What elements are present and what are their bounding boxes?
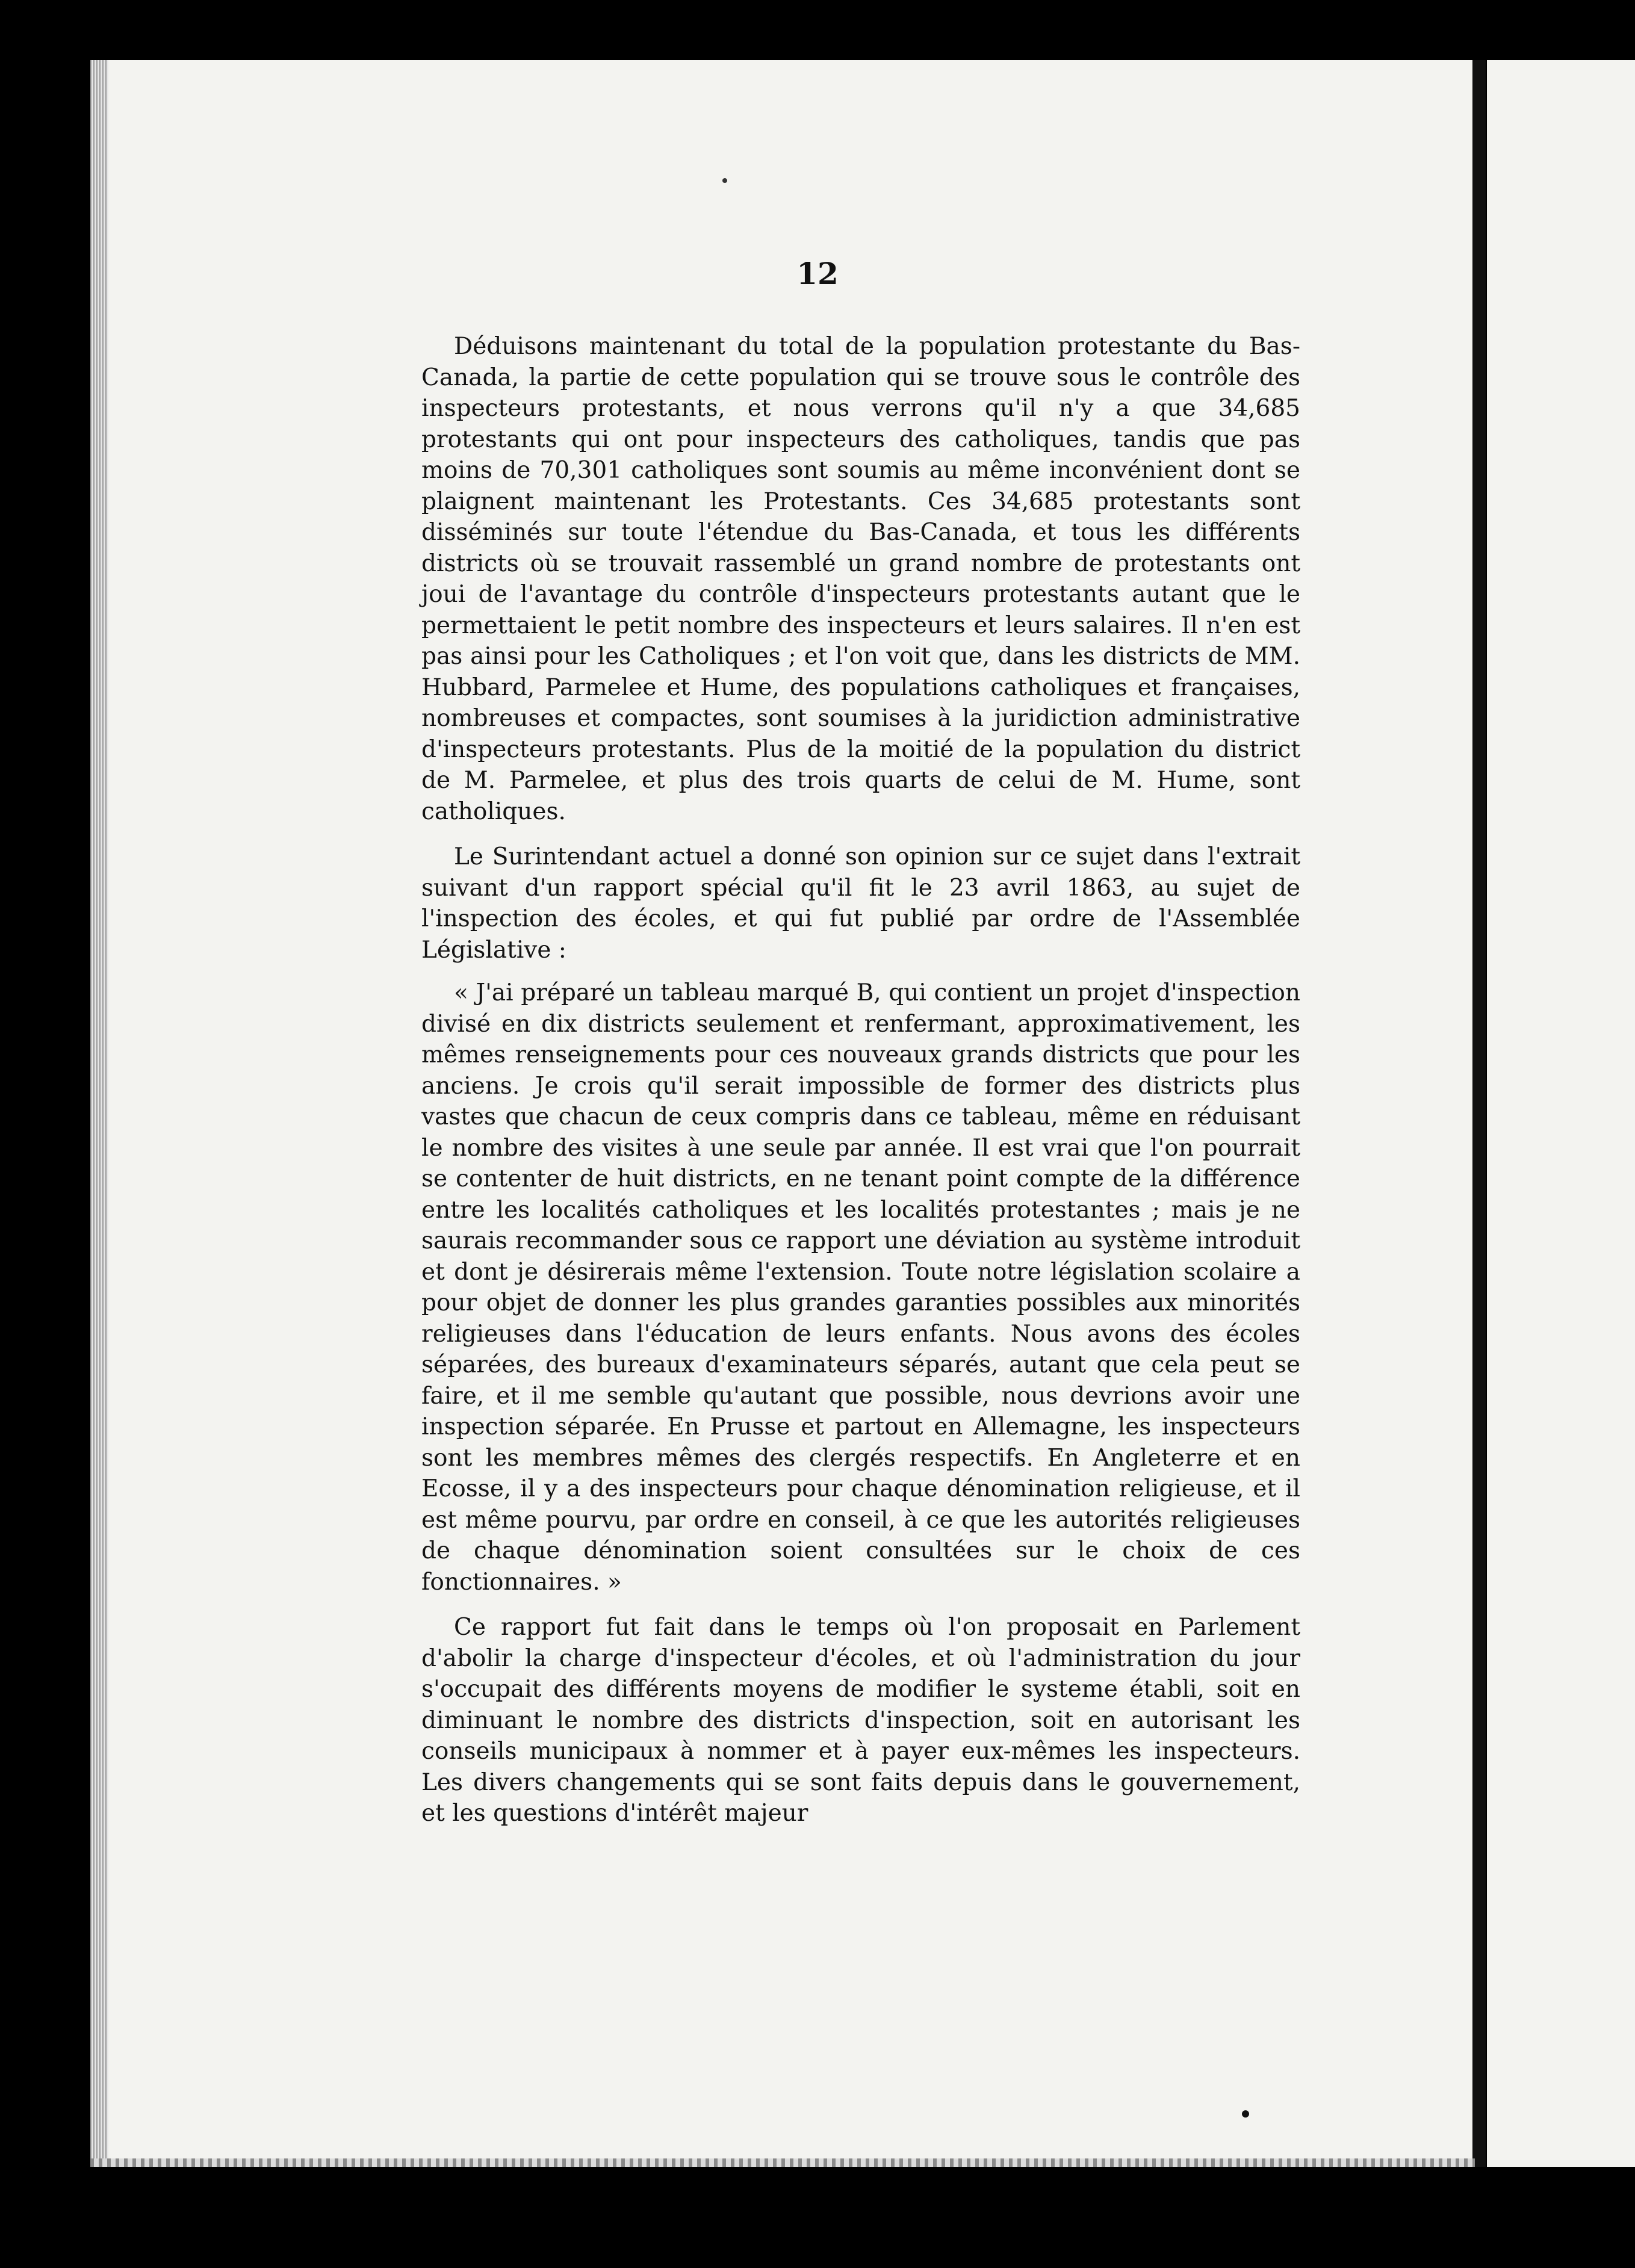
paragraph: Déduisons maintenant du total de la population protestante du Bas-Canada, la partie de cette population qui se trouve sous le contrôle des inspecteurs protestants, et nous verrons qu'il n'y a que 34,685 protestants qui ont pour inspecteurs des catholiques, tandis que pas moins de 70,301 catholiques sont soumis au même inconvénient dont se plaignent maintenant les Protestants. Ces 34,685 protestants sont disséminés sur toute l'étendue du Bas-Canada, et tous les différents districts où se trouvait rassemblé un grand nombre de protestants ont joui de l'avantage du contrôle d'inspecteurs protestants autant que le permettaient le petit nombre des inspecteurs et leurs salaires. Il n'en est pas ainsi pour les Catholiques ; et l'on voit que, dans les districts de MM. Hubbard, Parmelee et Hume, des populations catholiques et françaises, nombreuses et compactes, sont soumises à la juridiction administrative d'inspecteurs protestants. Plus de la moitié de la population du district de M. Parmelee, et plus des trois quarts de celui de M. Hume, sont catholiques. <box>421 333 1300 825</box>
page-number: 12 <box>796 256 839 291</box>
paragraph: Ce rapport fut fait dans le temps où l'on proposait en Parlement d'abolir la charge d'inspecteur d'écoles, et où l'administration du jour s'occupait des différents moyens de modifier le systeme établi, soit en diminuant le nombre des districts d'inspection, soit en autorisant les conseils municipaux à nommer et à payer eux-mêmes les inspecteurs. Les divers changements qui se sont faits depuis dans le gouvernement, et les questions d'intérêt majeur <box>421 1614 1300 1827</box>
facing-page-edge <box>1487 60 1635 2167</box>
paragraph: Le Surintendant actuel a donné son opinion sur ce sujet dans l'extrait suivant d'un rapport spécial qu'il fit le 23 avril 1863, au sujet de l'inspection des écoles, et qui fut publié par ordre de l'Assemblée Législative : <box>421 843 1300 964</box>
book-spine <box>1472 60 1486 2167</box>
page-bottom-edge <box>90 2158 1475 2167</box>
page-left-edge <box>90 60 108 2167</box>
speck <box>722 178 727 183</box>
body-text <box>421 331 1300 1829</box>
speck <box>1242 2110 1249 2118</box>
quoted-paragraph: « J'ai préparé un tableau marqué B, qui contient un projet d'inspection divisé en dix districts seulement et renfermant, approximativement, les mêmes renseignements pour ces nouveaux grands districts que pour les anciens. Je crois qu'il serait impossible de former des districts plus vastes que chacun de ceux compris dans ce tableau, même en réduisant le nombre des visites à une seule par année. Il est vrai que l'on pourrait se contenter de huit districts, en ne tenant point compte de la différence entre les localités catholiques et les localités protestantes ; mais je ne saurais recommander sous ce rapport une déviation au système introduit et dont je désirerais même l'extension. Toute notre législation scolaire a pour objet de donner les plus grandes garanties possibles aux minorités religieuses dans l'éducation de leurs enfants. Nous avons des écoles séparées, des bureaux d'examinateurs séparés, autant que cela peut se faire, et il me semble qu'autant que possible, nous devrions avoir une inspection séparée. En Prusse et partout en Allemagne, les inspecteurs sont les membres mêmes des clergés respectifs. En Angleterre et en Ecosse, il y a des inspecteurs pour chaque dénomination religieuse, et il est même pourvu, par ordre en conseil, à ce que les autorités religieuses de chaque dénomination soient consultées sur le choix de ces fonctionnaires. » <box>421 979 1300 1596</box>
